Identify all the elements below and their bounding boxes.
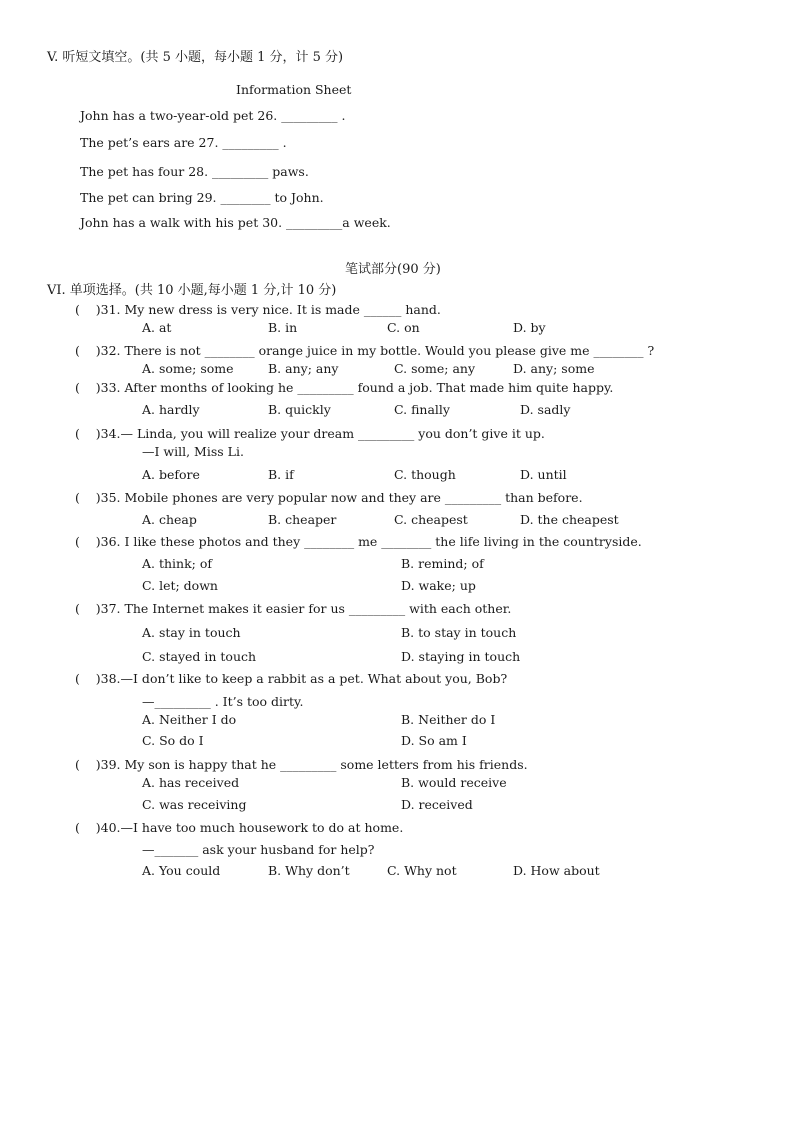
question-39-option-d: D. received — [401, 797, 473, 812]
multiple-choice-heading: VI. 单项选择。(共 10 小题,每小题 1 分,计 10 分) — [47, 283, 337, 298]
question-40-option-c: C. Why not — [387, 863, 457, 878]
question-39-option-b: B. would receive — [401, 775, 507, 790]
question-34-option-b: B. if — [268, 467, 294, 482]
question-36-stem: ( )36. I like these photos and they ________ me ________ the life living in the countryside. — [75, 534, 642, 549]
question-35-option-a: A. cheap — [142, 512, 197, 527]
question-39-stem: ( )39. My son is happy that he _________ some letters from his friends. — [75, 757, 528, 772]
question-33-option-c: C. finally — [394, 402, 450, 417]
listening-line-26: John has a two-year-old pet 26. _________ . — [80, 108, 346, 123]
question-31-option-b: B. in — [268, 320, 298, 335]
question-32-option-a: A. some; some — [142, 361, 234, 376]
question-39-option-a: A. has received — [142, 775, 240, 790]
question-34-option-c: C. though — [394, 467, 456, 482]
question-40-option-b: B. Why don’t — [268, 863, 350, 878]
written-part-title: 笔试部分(90 分) — [345, 262, 441, 277]
question-40-option-a: A. You could — [142, 863, 221, 878]
listening-line-30: John has a walk with his pet 30. _________a week. — [80, 215, 391, 230]
listening-line-28: The pet has four 28. _________ paws. — [80, 164, 309, 179]
question-38-option-a: A. Neither I do — [142, 712, 237, 727]
question-40-reply: —_______ ask your husband for help? — [142, 842, 375, 857]
question-37-option-b: B. to stay in touch — [401, 625, 517, 640]
question-35-option-c: C. cheapest — [394, 512, 468, 527]
question-33-option-b: B. quickly — [268, 402, 331, 417]
question-39-option-c: C. was receiving — [142, 797, 247, 812]
question-36-option-b: B. remind; of — [401, 556, 484, 571]
question-38-option-d: D. So am I — [401, 733, 467, 748]
question-34-reply: —I will, Miss Li. — [142, 444, 244, 459]
question-38-option-c: C. So do I — [142, 733, 204, 748]
question-31-option-c: C. on — [387, 320, 420, 335]
question-37-option-d: D. staying in touch — [401, 649, 521, 664]
question-35-option-b: B. cheaper — [268, 512, 337, 527]
question-34-option-a: A. before — [142, 467, 200, 482]
question-34-stem: ( )34.— Linda, you will realize your dream _________ you don’t give it up. — [75, 426, 545, 441]
question-32-option-c: C. some; any — [394, 361, 476, 376]
question-37-stem: ( )37. The Internet makes it easier for us _________ with each other. — [75, 601, 512, 616]
listening-line-27: The pet’s ears are 27. _________ . — [80, 135, 287, 150]
listening-section-heading: V. 听短文填空。(共 5 小题，每小题 1 分，计 5 分) — [47, 50, 344, 65]
question-32-stem: ( )32. There is not ________ orange juice in my bottle. Would you please give me ________ ? — [75, 343, 655, 358]
question-31-option-d: D. by — [513, 320, 546, 335]
question-37-option-a: A. stay in touch — [142, 625, 241, 640]
question-33-stem: ( )33. After months of looking he _________ found a job. That made him quite happy. — [75, 380, 614, 395]
question-32-option-b: B. any; any — [268, 361, 339, 376]
question-38-option-b: B. Neither do I — [401, 712, 496, 727]
question-31-option-a: A. at — [142, 320, 172, 335]
question-40-option-d: D. How about — [513, 863, 600, 878]
question-31-stem: ( )31. My new dress is very nice. It is made ______ hand. — [75, 302, 441, 317]
information-sheet-title: Information Sheet — [236, 82, 352, 97]
question-38-stem: ( )38.—I don’t like to keep a rabbit as a pet. What about you, Bob? — [75, 671, 508, 686]
listening-line-29: The pet can bring 29. ________ to John. — [80, 190, 324, 205]
question-33-option-d: D. sadly — [520, 402, 571, 417]
question-37-option-c: C. stayed in touch — [142, 649, 257, 664]
question-32-option-d: D. any; some — [513, 361, 595, 376]
question-35-option-d: D. the cheapest — [520, 512, 619, 527]
question-36-option-d: D. wake; up — [401, 578, 476, 593]
question-40-stem: ( )40.—I have too much housework to do at home. — [75, 820, 404, 835]
question-34-option-d: D. until — [520, 467, 567, 482]
question-36-option-a: A. think; of — [142, 556, 213, 571]
question-38-reply: —_________ . It’s too dirty. — [142, 694, 304, 709]
question-36-option-c: C. let; down — [142, 578, 218, 593]
question-33-option-a: A. hardly — [142, 402, 200, 417]
question-35-stem: ( )35. Mobile phones are very popular now and they are _________ than before. — [75, 490, 583, 505]
